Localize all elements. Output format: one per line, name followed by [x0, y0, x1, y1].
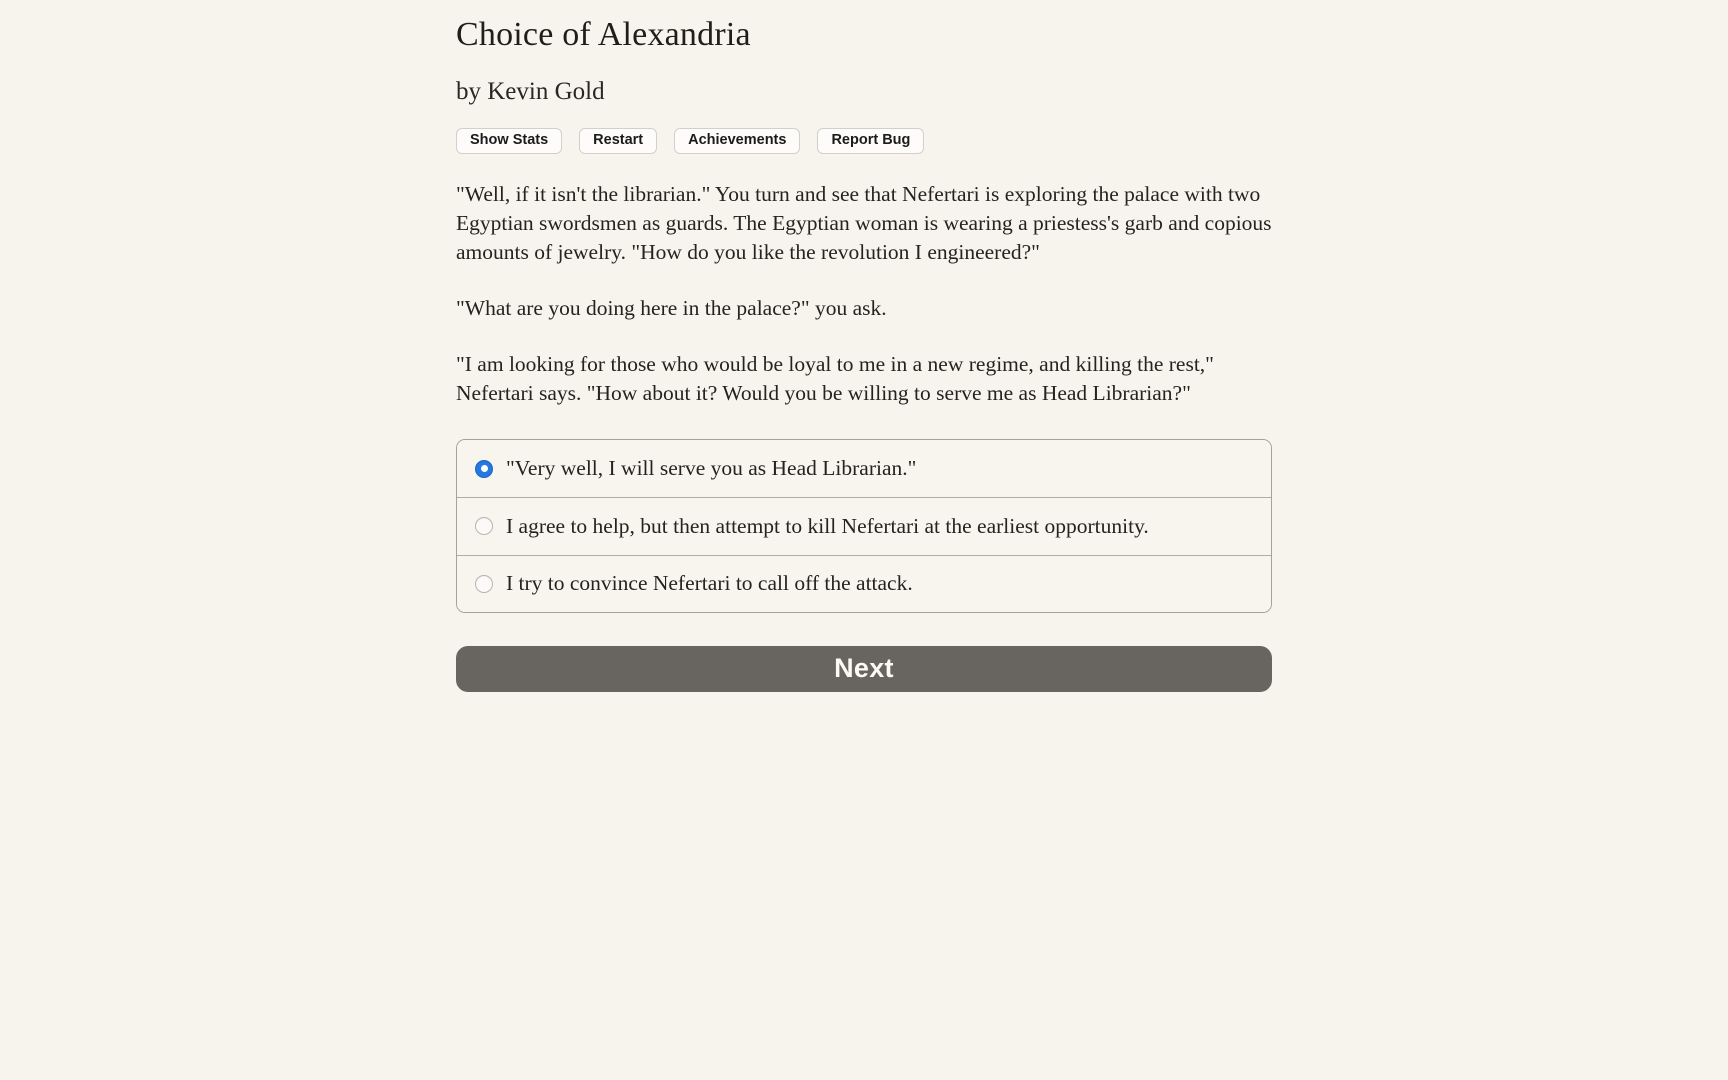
toolbar — [456, 128, 1272, 154]
choice-option-label: I try to convince Nefertari to call off the attack. — [506, 571, 913, 596]
show-stats-button[interactable]: Show Stats — [456, 128, 562, 154]
radio-icon[interactable] — [475, 575, 493, 593]
story-paragraph: "I am looking for those who would be loyal to me in a new regime, and killing the rest," Nefertari says. "How about it? Would you be willing to serve me as Head Librarian?" — [456, 352, 1214, 405]
restart-button[interactable]: Restart — [579, 128, 657, 154]
report-bug-button[interactable]: Report Bug — [817, 128, 924, 154]
choice-group — [456, 439, 1272, 613]
author-byline: by Kevin Gold — [456, 78, 605, 105]
choice-option-label: "Very well, I will serve you as Head Librarian." — [506, 456, 917, 481]
page-title: Choice of Alexandria — [456, 16, 751, 53]
choice-option-betray[interactable] — [457, 497, 1271, 554]
next-button[interactable]: Next — [456, 646, 1272, 692]
story-paragraph: "Well, if it isn't the librarian." You turn and see that Nefertari is exploring the palace with two Egyptian swordsmen as guards. The Egyptian woman is wearing a priestess's garb and copious amounts of jewelry. "How do you like the revolution I engineered?" — [456, 182, 1272, 264]
radio-icon[interactable] — [475, 517, 493, 535]
choice-option-convince[interactable] — [457, 555, 1271, 612]
achievements-button[interactable]: Achievements — [674, 128, 800, 154]
game-content — [456, 0, 1272, 692]
story-paragraph: "What are you doing here in the palace?" you ask. — [456, 296, 887, 320]
choice-option-serve[interactable] — [457, 440, 1271, 497]
choice-option-label: I agree to help, but then attempt to kill Nefertari at the earliest opportunity. — [506, 513, 1149, 538]
radio-icon[interactable] — [475, 460, 493, 478]
